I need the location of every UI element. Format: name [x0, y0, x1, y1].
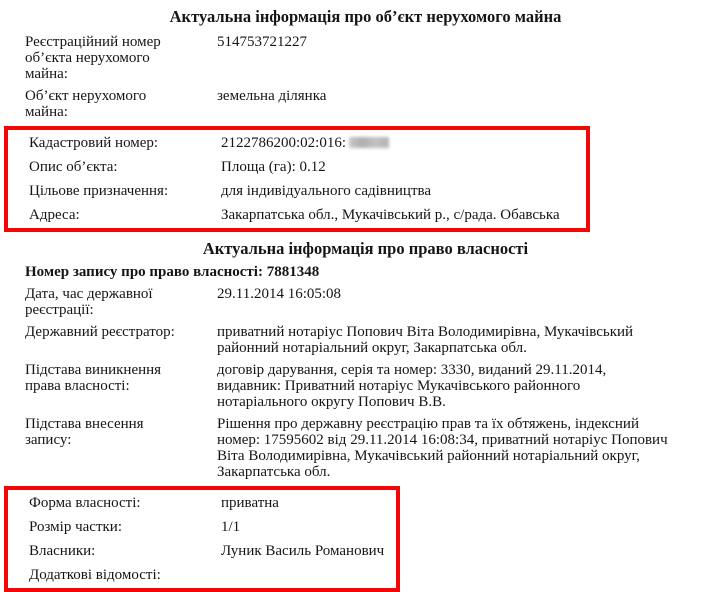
- field-label: Дата, час державної реєстрації:: [25, 286, 153, 318]
- field-label: Додаткові відомості:: [29, 567, 161, 583]
- field-label: Форма власності:: [29, 495, 141, 511]
- cadastral-number-visible-part: 2122786200:02:016:: [221, 135, 347, 151]
- field-label: Підстава внесення запису:: [25, 416, 144, 448]
- field-label: Розмір частки:: [29, 519, 122, 535]
- field-value: приватний нотаріус Попович Віта Володимирівна, Мукачівський районний нотаріальний округ, Закарпатська обл.: [217, 324, 634, 356]
- field-row-ownership-origin-basis: [25, 362, 706, 410]
- field-value: земельна ділянка: [217, 88, 327, 104]
- field-label: Цільове призначення:: [29, 183, 169, 199]
- ownership-info-title: Актуальна інформація про право власності: [202, 239, 529, 258]
- field-row-purpose: [29, 183, 586, 199]
- field-row-cadastral-number: [29, 135, 586, 151]
- field-label: Опис об’єкта:: [29, 159, 118, 175]
- field-label: Підстава виникнення права власності:: [25, 362, 162, 394]
- field-value: Закарпатська обл., Мукачівський р., с/рада. Обавська: [221, 207, 560, 223]
- highlight-box-object-details: [4, 126, 590, 232]
- field-row-ownership-form: [29, 495, 396, 511]
- field-row-state-registrar: [25, 324, 706, 356]
- field-label: Реєстраційний номер об’єкта нерухомого майна:: [25, 34, 161, 82]
- field-row-additional-info: [29, 567, 396, 583]
- field-label: Власники:: [29, 543, 96, 559]
- field-value: договір дарування, серія та номер: 3330, виданий 29.11.2014, видавник: Приватний нотаріус Мукачівського районного нотаріального округу Попович В.В.: [217, 362, 607, 410]
- field-value: приватна: [221, 495, 279, 511]
- field-value: 514753721227: [217, 34, 307, 50]
- field-label: Об’єкт нерухомого майна:: [25, 88, 147, 120]
- field-value: для індивідуального садівництва: [221, 183, 432, 199]
- field-row-registration-number: [25, 34, 706, 82]
- highlight-box-ownership-details: [4, 486, 400, 592]
- ownership-record-number-line: Номер запису про право власності: 7881348: [25, 264, 320, 280]
- redacted-cadastral-digits: [349, 137, 389, 148]
- field-row-owners: [29, 543, 396, 559]
- field-value: Площа (га): 0.12: [221, 159, 326, 175]
- field-value: Рішення про державну реєстрацію прав та їх обтяжень, індексний номер: 17595602 від 29.11.2014 16:08:34, приватний нотаріус Попович Віта Володимирівна, Мукачівський районний нотаріальний округ, Закарпатська обл.: [217, 416, 668, 480]
- field-value: [221, 567, 396, 583]
- object-info-title: Актуальна інформація про об’єкт нерухомого майна: [169, 7, 562, 26]
- field-row-object-type: [25, 88, 706, 120]
- field-label: Державний реєстратор:: [25, 324, 175, 340]
- field-label: Адреса:: [29, 207, 80, 223]
- field-label: Кадастровий номер:: [29, 135, 159, 151]
- field-value: Луник Василь Романович: [221, 543, 385, 559]
- field-value: [221, 135, 586, 151]
- field-row-object-description: [29, 159, 586, 175]
- field-row-registration-datetime: [25, 286, 706, 318]
- field-row-record-entry-basis: [25, 416, 706, 480]
- field-row-address: [29, 207, 586, 223]
- field-row-share-size: [29, 519, 396, 535]
- field-value: 29.11.2014 16:05:08: [217, 286, 342, 302]
- field-value: 1/1: [221, 519, 241, 535]
